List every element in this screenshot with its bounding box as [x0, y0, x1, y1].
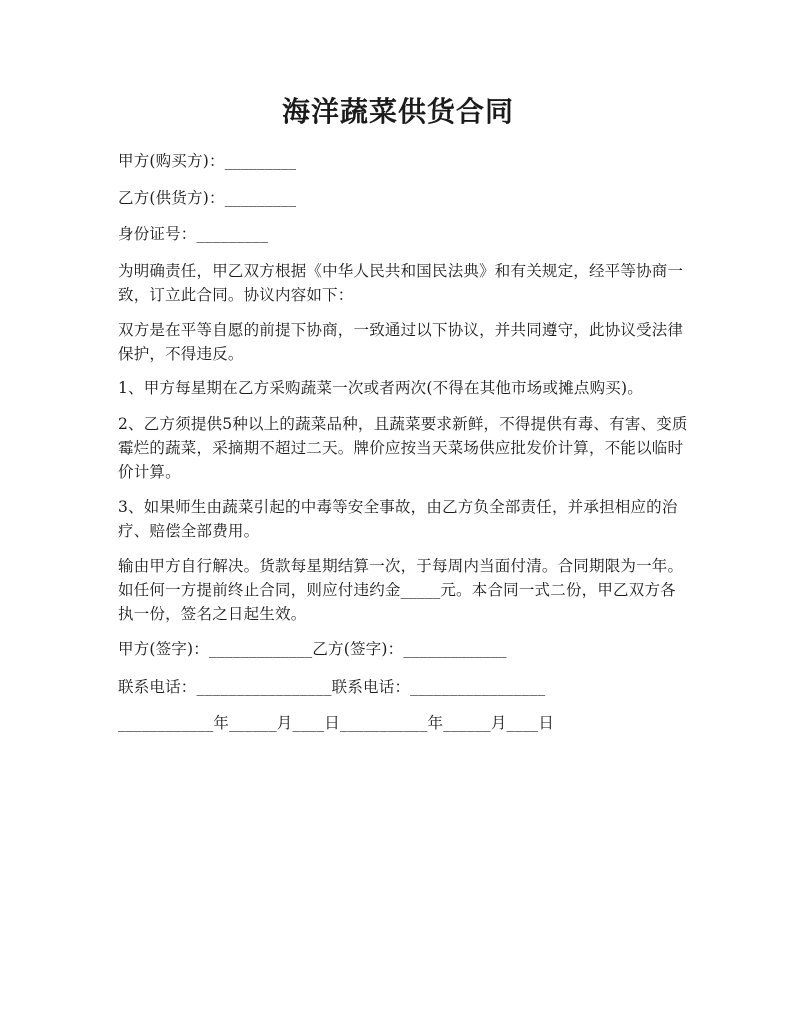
id-number-line: 身份证号：_________: [118, 225, 269, 243]
clause-1: 1、甲方每星期在乙方采购蔬菜一次或者两次(不得在其他市场或摊点购买)。: [118, 379, 643, 397]
clause-2: 2、乙方须提供5种以上的蔬菜品种，且蔬菜要求新鲜，不得提供有毒、有害、变质霉烂的蔬菜，采摘期不超过二天。牌价应按当天菜场供应批发价计算，不能以临时价计算。: [118, 415, 688, 481]
party-a-line: 甲方(购买方)：_________: [118, 152, 297, 170]
document-title: 海洋蔬菜供货合同: [281, 95, 514, 128]
clause-3: 3、如果师生由蔬菜引起的中毒等安全事故，由乙方负全部责任，并承担相应的治疗、赔偿全部费用。: [118, 498, 678, 540]
intro-paragraph: 为明确责任，甲乙双方根据《中华人民共和国民法典》和有关规定，经平等协商一致，订立此合同。协议内容如下：: [118, 262, 684, 304]
contact-line: 联系电话：_________________联系电话：_________________: [118, 678, 546, 696]
date-line: ____________年______月____日___________年______月____日: [118, 714, 555, 732]
party-b-line: 乙方(供货方)：_________: [118, 189, 297, 207]
settlement-paragraph: 输由甲方自行解决。货款每星期结算一次，于每周内当面付清。合同期限为一年。如任何一方提前终止合同，则应付违约金_____元。本合同一式二份，甲乙双方各执一份，签名之日起生效。: [118, 557, 684, 623]
agreement-paragraph: 双方是在平等自愿的前提下协商，一致通过以下协议，并共同遵守，此协议受法律保护，不得违反。: [118, 321, 684, 363]
signature-line: 甲方(签字)：_____________乙方(签字)：_____________: [118, 640, 507, 658]
